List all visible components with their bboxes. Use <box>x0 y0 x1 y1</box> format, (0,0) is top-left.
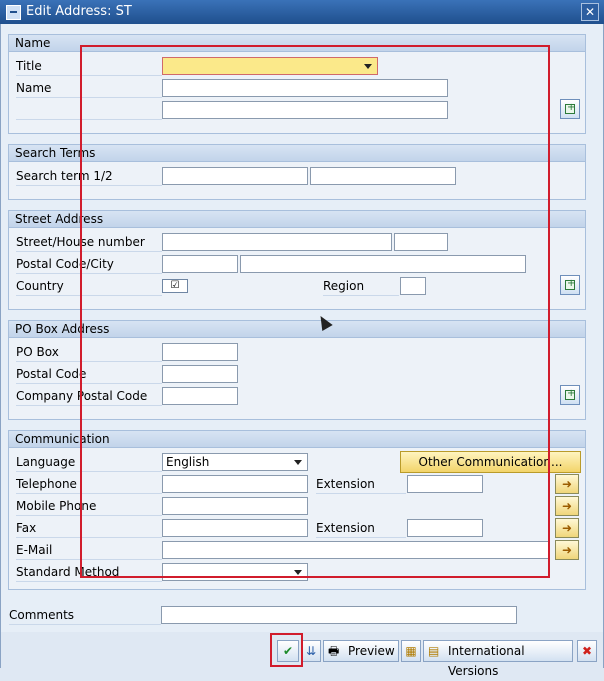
fax-detail-button[interactable] <box>555 518 579 538</box>
search-term-2-input[interactable] <box>310 167 456 185</box>
add-icon <box>565 280 575 290</box>
expand-street-button[interactable] <box>560 275 580 295</box>
mobile-input[interactable] <box>162 497 308 515</box>
search-term-label: Search term 1/2 <box>16 166 162 186</box>
street-input[interactable] <box>162 233 392 251</box>
mobile-detail-button[interactable] <box>555 496 579 516</box>
preview-label: Preview <box>348 644 395 658</box>
name-input[interactable] <box>162 79 448 97</box>
comments-label: Comments <box>9 605 161 625</box>
layout-button[interactable] <box>401 640 421 662</box>
printer-icon: 🖶 <box>328 644 340 658</box>
fax-input[interactable] <box>162 519 308 537</box>
cancel-button[interactable] <box>577 640 597 662</box>
house-number-input[interactable] <box>394 233 448 251</box>
group-search-terms <box>8 144 586 200</box>
arrow-right-icon: ➜ <box>561 477 573 491</box>
group-name-header: Name <box>9 35 585 52</box>
expand-pobox-button[interactable] <box>560 385 580 405</box>
name2-label <box>16 100 162 120</box>
postal-city-label: Postal Code/City <box>16 254 162 274</box>
double-arrow-down-icon: ⇊ <box>305 644 317 658</box>
dialog-body <box>0 24 604 678</box>
window-title: Edit Address: ST <box>26 4 132 19</box>
group-name <box>8 34 586 134</box>
telephone-label: Telephone <box>16 474 162 494</box>
layout-icon: ▦ <box>405 644 417 658</box>
footer-toolbar <box>1 632 603 678</box>
country-label: Country <box>16 276 162 296</box>
fax-extension-input[interactable] <box>407 519 483 537</box>
region-input[interactable] <box>400 277 426 295</box>
extension-label: Extension <box>316 474 406 494</box>
add-icon <box>565 390 575 400</box>
email-label: E-Mail <box>16 540 162 560</box>
pobox-postal-input[interactable] <box>162 365 238 383</box>
move-down-button[interactable] <box>301 640 321 662</box>
expand-name-button[interactable] <box>560 99 580 119</box>
name-label: Name <box>16 78 162 98</box>
international-versions-label: International Versions <box>448 644 525 678</box>
group-pobox-header: PO Box Address <box>9 321 585 338</box>
company-postal-label: Company Postal Code <box>16 386 162 406</box>
street-label: Street/House number <box>16 232 162 252</box>
edit-icon <box>6 5 21 20</box>
fax-extension-label: Extension <box>316 518 406 538</box>
other-communication-button[interactable]: Other Communication... <box>400 451 581 473</box>
email-detail-button[interactable] <box>555 540 579 560</box>
telephone-detail-button[interactable] <box>555 474 579 494</box>
mobile-label: Mobile Phone <box>16 496 162 516</box>
checkmark-icon: ✔ <box>282 644 294 658</box>
arrow-right-icon: ➜ <box>561 499 573 513</box>
add-icon <box>565 104 575 114</box>
group-search-header: Search Terms <box>9 145 585 162</box>
international-versions-button[interactable] <box>423 640 573 678</box>
city-input[interactable] <box>240 255 526 273</box>
title-dropdown[interactable] <box>162 57 378 75</box>
region-label: Region <box>323 276 399 296</box>
group-communication <box>8 430 586 590</box>
company-postal-input[interactable] <box>162 387 238 405</box>
pobox-postal-label: Postal Code <box>16 364 162 384</box>
language-dropdown[interactable]: English <box>162 453 308 471</box>
title-label: Title <box>16 56 162 76</box>
arrow-right-icon: ➜ <box>561 543 573 557</box>
close-icon: ✕ <box>584 5 596 19</box>
telephone-input[interactable] <box>162 475 308 493</box>
globe-icon: ▤ <box>428 644 440 658</box>
group-street-header: Street Address <box>9 211 585 228</box>
search-term-1-input[interactable] <box>162 167 308 185</box>
standard-method-dropdown[interactable] <box>162 563 308 581</box>
preview-button[interactable] <box>323 640 399 662</box>
po-box-input[interactable] <box>162 343 238 361</box>
country-checkbox[interactable]: ☑ <box>162 279 188 293</box>
email-input[interactable] <box>162 541 550 559</box>
confirm-button[interactable] <box>277 640 299 662</box>
postal-code-input[interactable] <box>162 255 238 273</box>
fax-label: Fax <box>16 518 162 538</box>
standard-method-label: Standard Method <box>16 562 162 582</box>
arrow-right-icon: ➜ <box>561 521 573 535</box>
po-box-label: PO Box <box>16 342 162 362</box>
title-bar <box>0 0 604 24</box>
language-label: Language <box>16 452 162 472</box>
comments-input[interactable] <box>161 606 517 624</box>
name2-input[interactable] <box>162 101 448 119</box>
close-button[interactable] <box>581 3 599 21</box>
group-street-address <box>8 210 586 310</box>
group-communication-header: Communication <box>9 431 585 448</box>
extension-input[interactable] <box>407 475 483 493</box>
cancel-icon: ✖ <box>581 644 593 658</box>
group-po-box <box>8 320 586 420</box>
